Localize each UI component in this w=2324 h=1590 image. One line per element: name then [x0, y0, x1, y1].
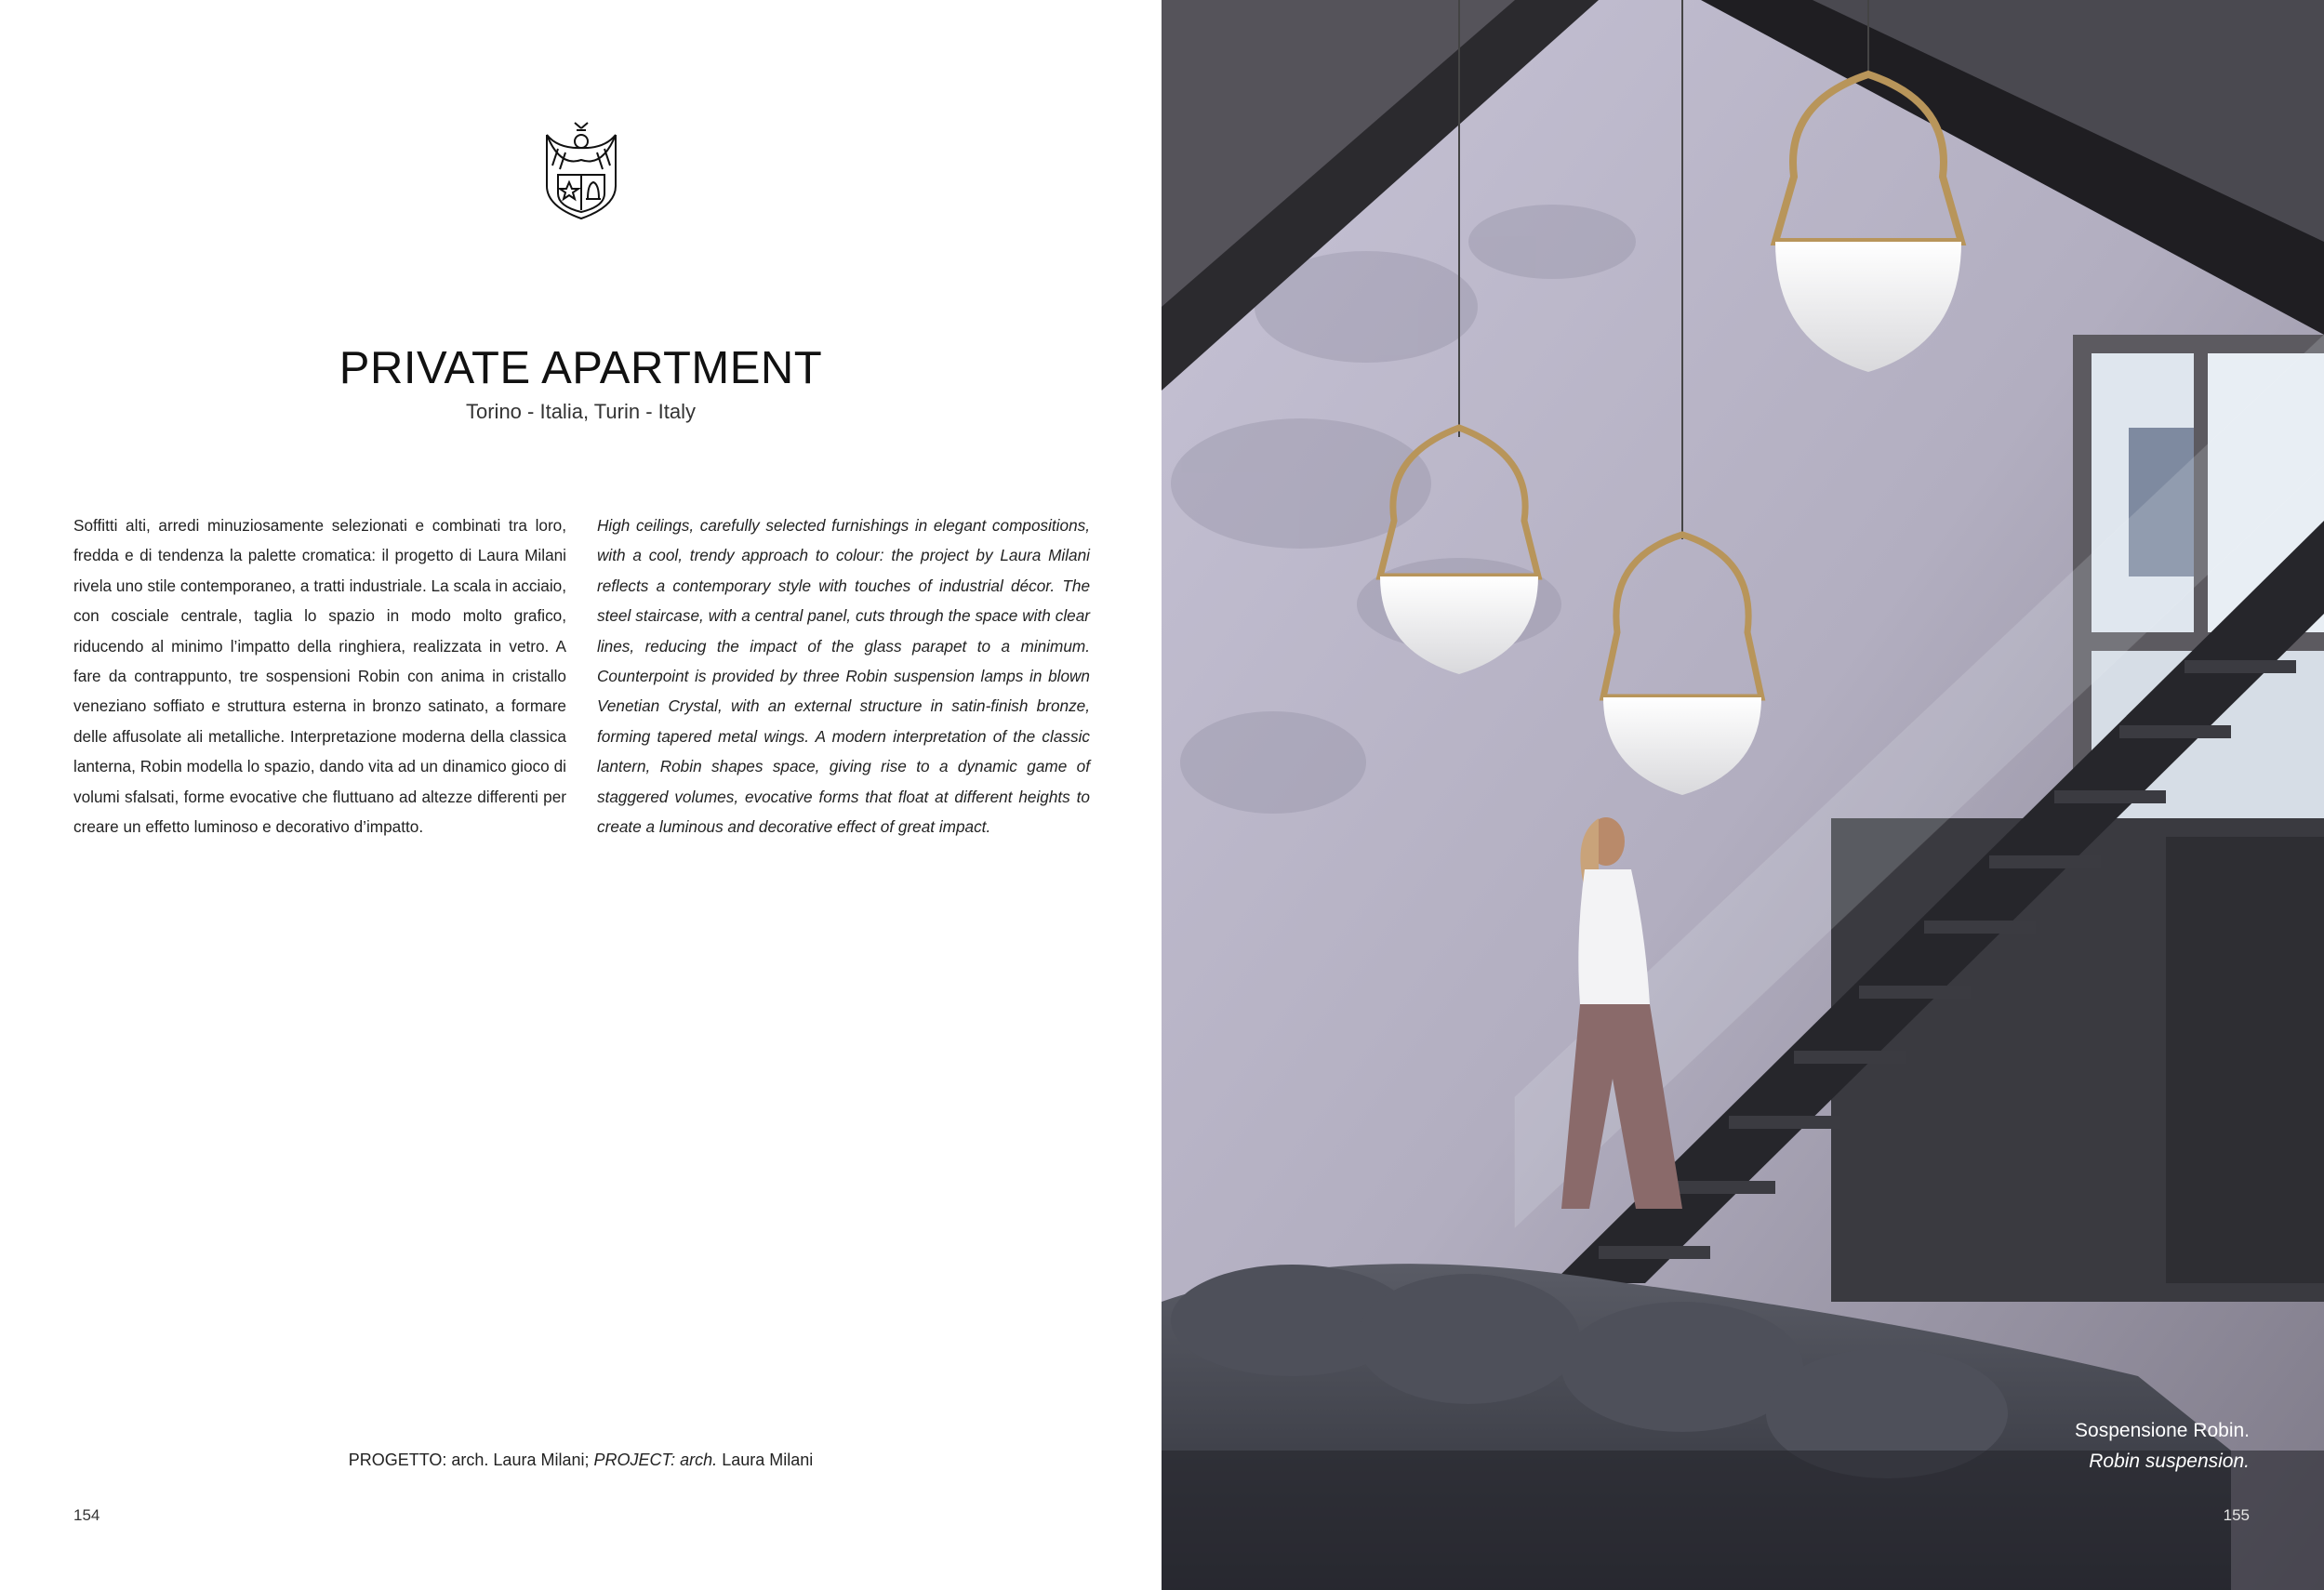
page-number-right: 155	[2223, 1506, 2250, 1524]
page-title: PRIVATE APARTMENT	[339, 343, 823, 393]
credits-italian: PROGETTO: arch. Laura Milani;	[348, 1451, 590, 1469]
credits-english-label: PROJECT: arch.	[593, 1451, 718, 1469]
caption-english: Robin suspension.	[2089, 1451, 2250, 1472]
credits-english-name: Laura Milani	[722, 1451, 814, 1469]
photo-caption	[2075, 1415, 2250, 1477]
location-subtitle: Torino - Italia, Turin - Italy	[466, 400, 696, 423]
english-description: High ceilings, carefully selected furnishings in elegant compositions, with a cool, trendy approach to colour: the project by Laura Milani reflects a contemporary style with touches of industrial décor. The steel staircase, with a central panel, cuts through the space with clear lines, reducing the impact of the glass parapet to a minimum. Counterpoint is provided by three Robin suspension lamps in blown Venetian Crystal, with an external structure in satin-finish bronze, forming tapered metal wings. A modern interpretation of the classic lantern, Robin shapes space, giving rise to a dynamic game of staggered volumes, evocative forms that float at different heights to create a luminous and decorative effect of great impact.	[597, 516, 1090, 837]
interior-photo	[1162, 0, 2324, 1590]
page-number-left: 154	[73, 1506, 100, 1524]
heraldic-crest-icon	[539, 121, 623, 223]
project-credits	[0, 1451, 1162, 1470]
caption-italian: Sospensione Robin.	[2075, 1420, 2250, 1441]
italian-description: Soffitti alti, arredi minuziosamente selezionati e combinati tra loro, fredda e di tendenza la palette cromatica: il progetto di Laura Milani rivela uno stile contemporaneo, a tratti industriale. La scala in acciaio, con cosciale centrale, taglia lo spazio in modo molto grafico, riducendo al minimo l’impatto della ringhiera, realizzata in vetro. A fare da contrappunto, tre sospensioni Robin con anima in cristallo veneziano soffiato e struttura esterna in bronzo satinato, a formare delle affusolate ali metalliche. Interpretazione moderna della classica lanterna, Robin modella lo spazio, dando vita ad un dinamico gioco di volumi sfalsati, forme evocative che fluttuano ad altezze differenti per creare un effetto luminoso e decorativo d’impatto.	[73, 516, 566, 837]
